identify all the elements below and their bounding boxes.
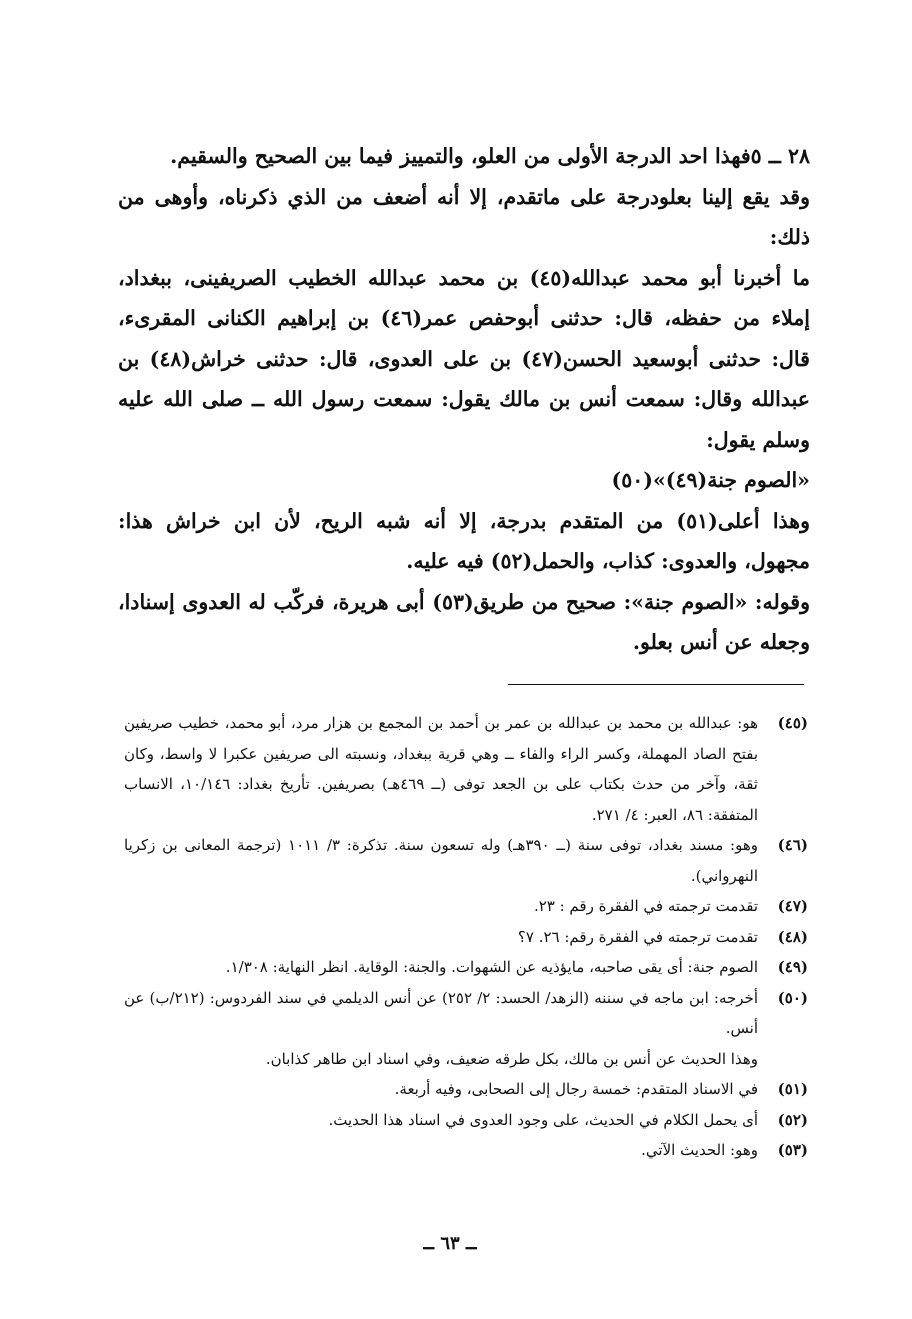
footnote <box>124 830 808 891</box>
paragraph-1: ٢٨ ــ ٥فهذا احد الدرجة الأولى من العلو، والتمييز فيما بين الصحيح والسقيم. <box>170 144 810 168</box>
footnote-text: هو: عبدالله بن محمد بن عبدالله بن عمر بن أحمد بن المجمع بن هزار مرد، أبو محمد، خطيب صريفين بفتح الصاد المهملة، وكسر الراء والفاء ــ وهي قرية ببغداد، ونسبته الى صريفين عكبرا لا واسط، وكان ثقة، وآخر من حدث بكتاب على بن الجعد توفى (ــ ٤٦٩هـ) بصريفين. تأريخ بغداد: ١٠/١٤٦، الانساب المتفقة: ٨٦، العبر: ٤/ ٢٧١. <box>124 714 758 824</box>
footnote <box>124 922 808 953</box>
footnote <box>124 1135 808 1166</box>
footnote-text: أى يحمل الكلام في الحديث، على وجود العدوى في اسناد هذا الحديث. <box>328 1110 758 1129</box>
footnote-number: (٥١) <box>777 1080 808 1098</box>
footnote-text: وهو: مسند بغداد، توفى سنة (ــ ٣٩٠هـ) وله تسعون سنة. تذكرة: ٣/ ١٠١١ (ترجمة المعانى بن زكريا النهرواني). <box>124 836 758 885</box>
footnote-number: (٤٨) <box>777 927 808 946</box>
footnote <box>124 952 808 983</box>
footnote <box>124 1105 808 1136</box>
footnote-number: (٤٩) <box>777 958 808 976</box>
footnote-number: (٤٥) <box>777 714 808 732</box>
footnote-number: (٥٠) <box>777 988 808 1007</box>
paragraph-3: ما أخبرنا أبو محمد عبدالله(٤٥) بن محمد عبدالله الخطيب الصريفينى، ببغداد، إملاء من حفظه، قال: حدثنى أبوحفص عمر(٤٦) بن إبراهيم الكنانى المقرىء، قال: حدثنى أبوسعيد الحسن(٤٧) بن على العدوى، قال: حدثنى خراش(٤٨) بن عبدالله وقال: سمعت أنس بن مالك يقول: سمعت رسول الله ــ صلى الله عليه وسلم يقول: <box>118 265 810 452</box>
footnote-number: (٤٦) <box>777 836 808 854</box>
footnote-number: (٤٧) <box>777 897 808 915</box>
footnote <box>124 1074 808 1105</box>
footnote-text: تقدمت ترجمته في الفقرة رقم: ٢٦. ٧؟ <box>517 927 758 946</box>
footnote-text: الصوم جنة: أى يقى صاحبه، مايؤذيه عن الشهوات. والجنة: الوقاية. انظر النهاية: ١/٣٠٨. <box>225 958 758 976</box>
footnote-text: أخرجه: ابن ماجه في سننه (الزهد/ الحسد: ٢/ ٢٥٢) عن أنس الديلمي في سند الفردوس: (٢١٢/ب) عن أنس. <box>124 988 758 1037</box>
paragraph-4: «الصوم جنة(٤٩)»(٥٠) <box>611 468 810 492</box>
paragraph-2: وقد يقع إلينا بعلودرجة على ماتقدم، إلا أنه أضعف من الذي ذكرناه، وأوهى من ذلك: <box>118 184 810 249</box>
footnotes <box>124 708 808 1166</box>
footnote-text: تقدمت ترجمته في الفقرة رقم : ٢٣. <box>533 897 758 915</box>
page-number: ــ ٦٣ ــ <box>423 1233 477 1254</box>
footnote <box>124 891 808 922</box>
footnote-continuation: وهذا الحديث عن أنس بن مالك، بكل طرقه ضعيف، وفي اسناد ابن طاهر كذابان. <box>265 1049 758 1068</box>
footnote-divider <box>508 684 804 685</box>
footnote <box>124 708 808 830</box>
footnote <box>124 983 808 1044</box>
footnote-number: (٥٣) <box>777 1141 808 1159</box>
paragraph-6: وقوله: «الصوم جنة»: صحيح من طريق(٥٣) أبى هريرة، فركّب له العدوى إسنادا، وجعله عن أنس بعلو. <box>118 589 810 654</box>
footnote-text: في الاسناد المتقدم: خمسة رجال إلى الصحابى، وفيه أربعة. <box>394 1080 758 1098</box>
footnote-text: وهو: الحديث الآتي. <box>641 1141 758 1159</box>
footnote-number: (٥٢) <box>777 1110 808 1129</box>
paragraph-5: وهذا أعلى(٥١) من المتقدم بدرجة، إلا أنه شبه الريح، لأن ابن خراش هذا: مجهول، والعدوى: كذاب، والحمل(٥٢) فيه عليه. <box>118 508 810 573</box>
main-text <box>118 136 810 663</box>
